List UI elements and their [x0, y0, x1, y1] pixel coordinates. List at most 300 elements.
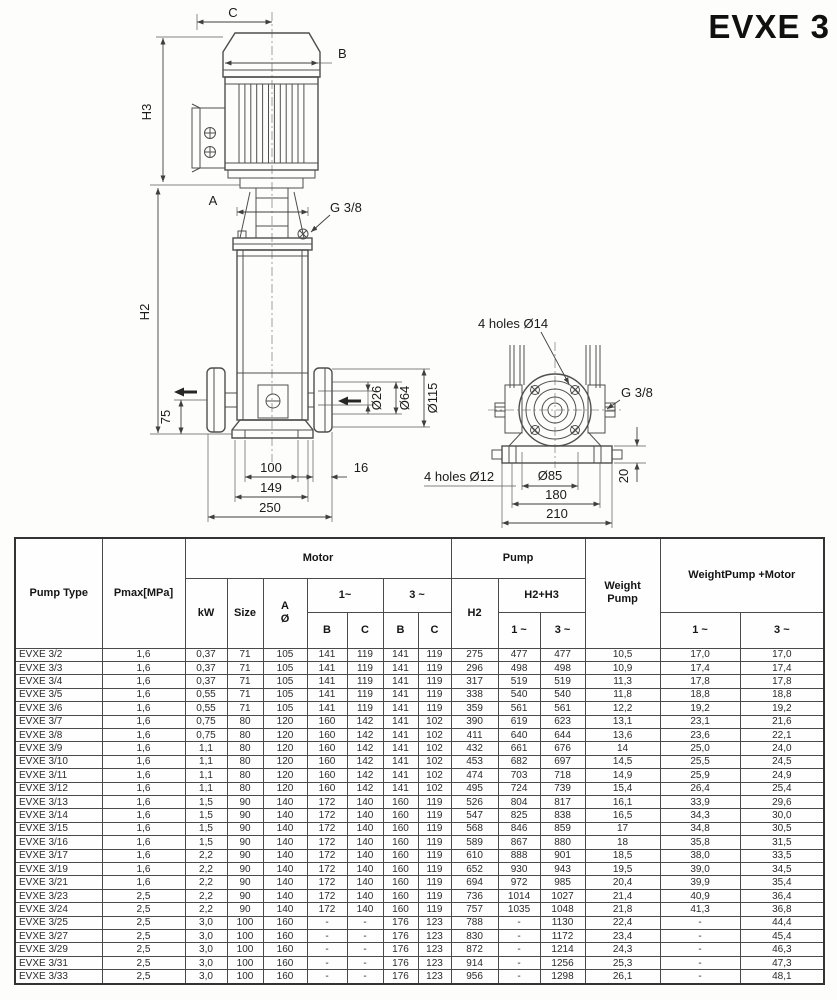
table-cell: 2,5: [102, 970, 185, 984]
table-cell: 1048: [540, 903, 585, 916]
table-cell: 90: [227, 876, 263, 889]
table-cell: 160: [263, 916, 307, 929]
table-cell: 119: [418, 822, 451, 835]
table-cell: 120: [263, 728, 307, 741]
table-cell: 140: [263, 836, 307, 849]
column-group-motor: Motor: [185, 538, 451, 578]
table-cell: 804: [498, 795, 540, 808]
pump-type-cell: EVXE 3/2: [15, 648, 102, 661]
table-cell: 100: [227, 930, 263, 943]
table-cell: 3,0: [185, 916, 227, 929]
table-cell: 1,1: [185, 755, 227, 768]
table-cell: 90: [227, 903, 263, 916]
base-view-drawing: [424, 316, 653, 528]
table-cell: 1172: [540, 930, 585, 943]
table-cell: 119: [418, 836, 451, 849]
table-cell: 943: [540, 863, 585, 876]
table-cell: -: [498, 956, 540, 969]
table-cell: 682: [498, 755, 540, 768]
column-header-pmax: Pmax[MPa]: [102, 538, 185, 648]
table-cell: 24,0: [740, 742, 824, 755]
table-cell: 141: [383, 675, 418, 688]
table-row: [15, 742, 824, 755]
table-cell: 1,6: [102, 675, 185, 688]
table-cell: 140: [263, 809, 307, 822]
table-cell: 2,5: [102, 930, 185, 943]
table-cell: 105: [263, 661, 307, 674]
table-cell: 914: [451, 956, 498, 969]
table-cell: 10,9: [585, 661, 660, 674]
table-row: [15, 688, 824, 701]
table-cell: 140: [263, 822, 307, 835]
table-cell: 141: [383, 728, 418, 741]
table-cell: 2,2: [185, 876, 227, 889]
table-cell: -: [307, 916, 347, 929]
table-cell: 141: [383, 769, 418, 782]
table-cell: 123: [418, 970, 451, 984]
table-cell: 119: [418, 903, 451, 916]
table-row: [15, 930, 824, 943]
table-cell: 1,6: [102, 755, 185, 768]
table-cell: 296: [451, 661, 498, 674]
table-cell: 661: [498, 742, 540, 755]
table-cell: 477: [498, 648, 540, 661]
pump-type-cell: EVXE 3/16: [15, 836, 102, 849]
table-cell: 142: [347, 742, 383, 755]
table-cell: 338: [451, 688, 498, 701]
table-cell: 90: [227, 795, 263, 808]
table-cell: 119: [418, 648, 451, 661]
table-cell: 317: [451, 675, 498, 688]
table-cell: 47,3: [740, 956, 824, 969]
table-cell: 100: [227, 916, 263, 929]
table-row: [15, 661, 824, 674]
table-cell: 100: [227, 943, 263, 956]
table-cell: 39,0: [660, 863, 740, 876]
table-cell: 100: [227, 956, 263, 969]
table-cell: 676: [540, 742, 585, 755]
table-row: [15, 889, 824, 902]
pump-type-cell: EVXE 3/17: [15, 849, 102, 862]
table-cell: 1,6: [102, 836, 185, 849]
table-cell: 13,6: [585, 728, 660, 741]
table-cell: 119: [418, 849, 451, 862]
table-cell: 18,5: [585, 849, 660, 862]
table-cell: 172: [307, 822, 347, 835]
table-cell: 102: [418, 769, 451, 782]
table-cell: 495: [451, 782, 498, 795]
table-cell: 172: [307, 903, 347, 916]
column-header-c-1ph: C: [347, 612, 383, 648]
pump-type-cell: EVXE 3/21: [15, 876, 102, 889]
a-diameter-line2: Ø: [280, 613, 290, 625]
table-cell: 105: [263, 688, 307, 701]
pump-type-cell: EVXE 3/13: [15, 795, 102, 808]
table-cell: -: [347, 956, 383, 969]
column-header-b-3ph: B: [383, 612, 418, 648]
table-cell: 160: [263, 956, 307, 969]
table-cell: 141: [383, 715, 418, 728]
table-cell: 141: [383, 742, 418, 755]
pump-type-cell: EVXE 3/6: [15, 702, 102, 715]
table-cell: 140: [347, 809, 383, 822]
dim-label-149: 149: [260, 480, 282, 495]
table-cell: 141: [383, 755, 418, 768]
flow-arrow-right-icon: [338, 397, 361, 406]
table-cell: 140: [347, 836, 383, 849]
dim-label-75: 75: [158, 409, 173, 425]
table-cell: 140: [263, 876, 307, 889]
table-cell: 1,1: [185, 769, 227, 782]
table-cell: 140: [263, 849, 307, 862]
table-cell: 561: [540, 702, 585, 715]
column-header-wpm-1ph: 1 ~: [660, 612, 740, 648]
table-cell: 140: [347, 876, 383, 889]
table-cell: 119: [418, 809, 451, 822]
table-cell: 120: [263, 769, 307, 782]
table-cell: 38,0: [660, 849, 740, 862]
table-cell: 141: [307, 688, 347, 701]
pump-type-cell: EVXE 3/27: [15, 930, 102, 943]
table-cell: 0,37: [185, 661, 227, 674]
column-header-weight-pump: [585, 538, 660, 648]
table-cell: 119: [418, 688, 451, 701]
table-cell: 123: [418, 930, 451, 943]
table-cell: 859: [540, 822, 585, 835]
table-cell: 1,1: [185, 782, 227, 795]
table-row: [15, 782, 824, 795]
pump-type-cell: EVXE 3/9: [15, 742, 102, 755]
table-cell: 45,4: [740, 930, 824, 943]
table-row: [15, 849, 824, 862]
table-cell: 142: [347, 782, 383, 795]
table-cell: 14,9: [585, 769, 660, 782]
dim-label-100: 100: [260, 460, 282, 475]
table-row: [15, 836, 824, 849]
table-cell: 102: [418, 742, 451, 755]
table-cell: 17: [585, 822, 660, 835]
pump-type-cell: EVXE 3/5: [15, 688, 102, 701]
table-cell: 141: [383, 782, 418, 795]
table-cell: 141: [307, 661, 347, 674]
table-cell: 123: [418, 956, 451, 969]
table-cell: 105: [263, 648, 307, 661]
table-cell: 102: [418, 728, 451, 741]
front-view-drawing: [137, 5, 440, 522]
table-cell: 71: [227, 702, 263, 715]
fitting-label-g38: G 3/8: [330, 200, 362, 215]
table-cell: 172: [307, 863, 347, 876]
table-cell: 867: [498, 836, 540, 849]
table-cell: 172: [307, 876, 347, 889]
table-cell: 640: [498, 728, 540, 741]
table-cell: 160: [307, 742, 347, 755]
table-cell: -: [660, 930, 740, 943]
table-cell: 14,5: [585, 755, 660, 768]
table-cell: 2,5: [102, 956, 185, 969]
table-cell: 1,6: [102, 849, 185, 862]
table-cell: 0,55: [185, 702, 227, 715]
table-cell: 411: [451, 728, 498, 741]
pump-type-cell: EVXE 3/33: [15, 970, 102, 984]
table-cell: 498: [540, 661, 585, 674]
table-cell: 172: [307, 849, 347, 862]
table-cell: 432: [451, 742, 498, 755]
column-header-pump-type: Pump Type: [15, 538, 102, 648]
dim-label-20: 20: [616, 468, 631, 484]
table-cell: 119: [418, 795, 451, 808]
column-group-h2h3: H2+H3: [498, 578, 585, 612]
table-cell: 105: [263, 675, 307, 688]
table-cell: 29,6: [740, 795, 824, 808]
table-cell: 1,6: [102, 715, 185, 728]
table-cell: 11,3: [585, 675, 660, 688]
pump-type-cell: EVXE 3/11: [15, 769, 102, 782]
column-header-c-3ph: C: [418, 612, 451, 648]
table-cell: 838: [540, 809, 585, 822]
table-cell: 176: [383, 930, 418, 943]
pump-type-cell: EVXE 3/25: [15, 916, 102, 929]
table-cell: 1035: [498, 903, 540, 916]
table-cell: -: [347, 943, 383, 956]
table-cell: 34,3: [660, 809, 740, 822]
table-cell: 25,0: [660, 742, 740, 755]
table-cell: 119: [418, 863, 451, 876]
table-cell: 14: [585, 742, 660, 755]
column-header-h2h3-3ph: 3 ~: [540, 612, 585, 648]
table-cell: 18,8: [740, 688, 824, 701]
table-cell: 142: [347, 755, 383, 768]
table-cell: 3,0: [185, 956, 227, 969]
table-cell: 30,5: [740, 822, 824, 835]
table-cell: 619: [498, 715, 540, 728]
table-cell: 540: [540, 688, 585, 701]
table-cell: 36,8: [740, 903, 824, 916]
table-row: [15, 769, 824, 782]
table-cell: 21,8: [585, 903, 660, 916]
table-cell: 2,2: [185, 889, 227, 902]
table-cell: 120: [263, 782, 307, 795]
table-cell: 1,6: [102, 782, 185, 795]
table-cell: 11,8: [585, 688, 660, 701]
table-cell: -: [347, 930, 383, 943]
weight-pump-line1: Weight: [604, 580, 641, 593]
dim-label-a: A: [208, 193, 218, 208]
table-cell: 90: [227, 809, 263, 822]
table-cell: 41,3: [660, 903, 740, 916]
table-cell: 17,8: [660, 675, 740, 688]
table-cell: 3,0: [185, 970, 227, 984]
table-cell: 176: [383, 916, 418, 929]
table-cell: -: [347, 916, 383, 929]
table-cell: 972: [498, 876, 540, 889]
table-cell: -: [498, 970, 540, 984]
table-cell: 26,1: [585, 970, 660, 984]
table-cell: 160: [383, 863, 418, 876]
table-cell: 519: [540, 675, 585, 688]
table-cell: 1256: [540, 956, 585, 969]
dim-label-d115: Ø115: [425, 382, 440, 414]
table-cell: 40,9: [660, 889, 740, 902]
table-cell: 19,5: [585, 863, 660, 876]
table-cell: 1,6: [102, 876, 185, 889]
table-cell: 1298: [540, 970, 585, 984]
table-cell: 17,0: [660, 648, 740, 661]
table-cell: -: [347, 970, 383, 984]
table-cell: 160: [383, 849, 418, 862]
table-cell: 694: [451, 876, 498, 889]
table-cell: 80: [227, 715, 263, 728]
table-cell: 1,6: [102, 688, 185, 701]
table-cell: 880: [540, 836, 585, 849]
table-cell: 16,1: [585, 795, 660, 808]
table-cell: -: [660, 916, 740, 929]
table-cell: 644: [540, 728, 585, 741]
weight-pump-line2: Pump: [607, 593, 638, 606]
table-cell: 23,1: [660, 715, 740, 728]
pump-type-cell: EVXE 3/29: [15, 943, 102, 956]
table-cell: 48,1: [740, 970, 824, 984]
table-cell: 15,4: [585, 782, 660, 795]
table-cell: 141: [307, 702, 347, 715]
table-cell: 453: [451, 755, 498, 768]
table-cell: 1130: [540, 916, 585, 929]
table-cell: 90: [227, 822, 263, 835]
table-cell: 2,2: [185, 863, 227, 876]
table-cell: 172: [307, 836, 347, 849]
table-row: [15, 876, 824, 889]
table-cell: 80: [227, 728, 263, 741]
table-cell: 1214: [540, 943, 585, 956]
dim-label-250: 250: [259, 500, 281, 515]
table-cell: 19,2: [660, 702, 740, 715]
dim-label-16: 16: [353, 460, 369, 475]
table-cell: 13,1: [585, 715, 660, 728]
table-cell: 71: [227, 688, 263, 701]
table-cell: 33,5: [740, 849, 824, 862]
table-cell: 102: [418, 755, 451, 768]
table-cell: 119: [418, 661, 451, 674]
table-row: [15, 675, 824, 688]
table-cell: 140: [347, 795, 383, 808]
table-cell: 160: [383, 809, 418, 822]
table-row: [15, 943, 824, 956]
table-cell: 176: [383, 970, 418, 984]
dim-label-c: C: [228, 5, 238, 20]
table-cell: 568: [451, 822, 498, 835]
table-cell: 1014: [498, 889, 540, 902]
table-cell: 141: [383, 661, 418, 674]
table-cell: 0,37: [185, 648, 227, 661]
table-cell: 26,4: [660, 782, 740, 795]
table-cell: 141: [383, 688, 418, 701]
table-cell: 140: [347, 903, 383, 916]
table-cell: 1,1: [185, 742, 227, 755]
dim-label-d64: Ø64: [397, 385, 412, 411]
table-cell: 119: [418, 702, 451, 715]
table-cell: 788: [451, 916, 498, 929]
table-cell: 123: [418, 916, 451, 929]
column-header-a-diameter: [263, 578, 307, 648]
table-cell: 724: [498, 782, 540, 795]
column-header-h2: H2: [451, 578, 498, 648]
dim-label-180: 180: [545, 487, 567, 502]
table-cell: 547: [451, 809, 498, 822]
table-cell: 23,6: [660, 728, 740, 741]
table-cell: 888: [498, 849, 540, 862]
table-cell: 2,5: [102, 916, 185, 929]
table-cell: -: [660, 956, 740, 969]
dim-label-d26: Ø26: [369, 385, 384, 411]
table-cell: 119: [418, 675, 451, 688]
table-cell: 25,9: [660, 769, 740, 782]
table-cell: 2,5: [102, 903, 185, 916]
table-cell: 141: [307, 648, 347, 661]
table-cell: 477: [540, 648, 585, 661]
fitting-label-g38-base: G 3/8: [621, 385, 653, 400]
table-cell: 140: [347, 889, 383, 902]
table-cell: 21,4: [585, 889, 660, 902]
table-cell: 160: [383, 822, 418, 835]
dim-label-b: B: [338, 46, 347, 61]
table-cell: 140: [263, 903, 307, 916]
table-cell: 16,5: [585, 809, 660, 822]
table-cell: 561: [498, 702, 540, 715]
table-cell: 697: [540, 755, 585, 768]
table-cell: 140: [347, 863, 383, 876]
table-cell: 18: [585, 836, 660, 849]
table-cell: 0,75: [185, 728, 227, 741]
table-cell: 1027: [540, 889, 585, 902]
table-cell: 24,5: [740, 755, 824, 768]
table-cell: 985: [540, 876, 585, 889]
table-cell: 825: [498, 809, 540, 822]
table-cell: 160: [263, 970, 307, 984]
table-cell: 526: [451, 795, 498, 808]
table-cell: 1,6: [102, 795, 185, 808]
table-row: [15, 755, 824, 768]
table-cell: 1,5: [185, 809, 227, 822]
table-cell: 90: [227, 863, 263, 876]
table-cell: 1,6: [102, 702, 185, 715]
table-cell: 160: [307, 782, 347, 795]
table-cell: 160: [263, 930, 307, 943]
table-cell: 275: [451, 648, 498, 661]
table-cell: 140: [347, 822, 383, 835]
table-cell: 1,5: [185, 795, 227, 808]
table-cell: 119: [347, 661, 383, 674]
table-cell: 120: [263, 715, 307, 728]
column-group-pump: Pump: [451, 538, 585, 578]
pump-type-cell: EVXE 3/14: [15, 809, 102, 822]
table-cell: 1,6: [102, 728, 185, 741]
table-cell: 739: [540, 782, 585, 795]
model-title: EVXE 3: [708, 8, 830, 45]
column-group-motor-1ph: 1~: [307, 578, 383, 612]
table-cell: 71: [227, 661, 263, 674]
table-row: [15, 702, 824, 715]
pump-type-cell: EVXE 3/24: [15, 903, 102, 916]
table-cell: 160: [383, 876, 418, 889]
table-cell: 1,6: [102, 742, 185, 755]
table-cell: 736: [451, 889, 498, 902]
table-cell: 703: [498, 769, 540, 782]
table-cell: 1,6: [102, 648, 185, 661]
table-cell: 24,3: [585, 943, 660, 956]
table-cell: 872: [451, 943, 498, 956]
table-cell: 105: [263, 702, 307, 715]
pump-type-cell: EVXE 3/3: [15, 661, 102, 674]
